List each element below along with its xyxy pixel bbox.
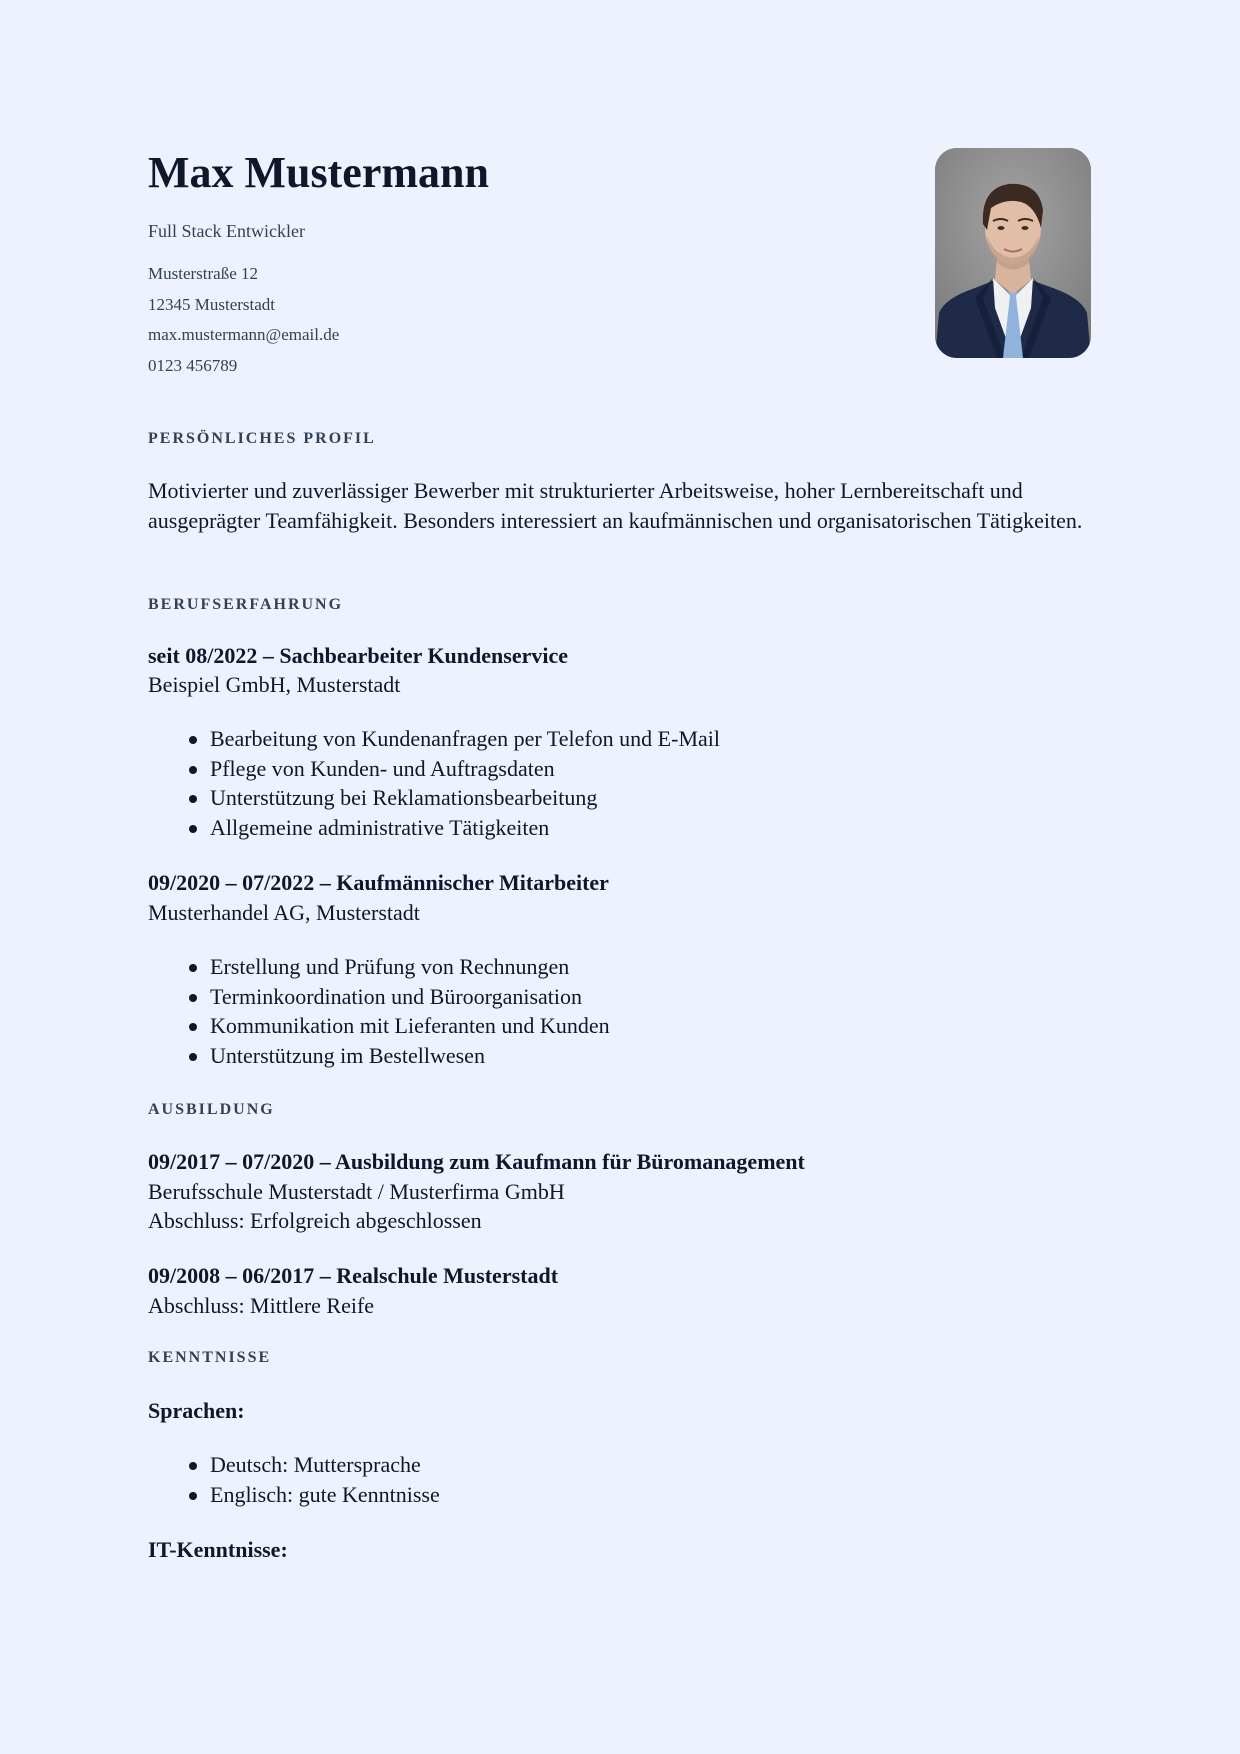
bullet-icon xyxy=(189,1053,197,1061)
experience-duties-list xyxy=(148,952,610,1071)
bullet-icon xyxy=(189,766,197,774)
list-item-text: Pflege von Kunden- und Auftragsdaten xyxy=(210,755,555,781)
bullet-icon xyxy=(189,964,197,972)
list-item xyxy=(148,1480,440,1510)
cv-page xyxy=(148,0,1092,1562)
section-heading-profile: PERSÖNLICHES PROFIL xyxy=(148,430,376,447)
cv-header xyxy=(148,0,1092,400)
contact-street: Musterstraße 12 xyxy=(148,264,259,283)
list-item xyxy=(148,783,720,813)
list-item xyxy=(148,813,720,843)
contact-email: max.mustermann@email.de xyxy=(148,325,340,345)
candidate-name: Max Mustermann xyxy=(148,148,489,197)
list-item-text: Bearbeitung von Kundenanfragen per Telefon und E-Mail xyxy=(210,726,720,751)
experience-title: 09/2020 – 07/2022 – Kaufmännischer Mitarbeiter xyxy=(148,870,609,895)
education-result: Abschluss: Erfolgreich abgeschlossen xyxy=(148,1208,482,1233)
experience-company: Beispiel GmbH, Musterstadt xyxy=(148,672,401,697)
contact-block xyxy=(148,259,339,382)
experience-duties-list xyxy=(148,724,720,843)
list-item-text: Kommunikation mit Lieferanten und Kunden xyxy=(210,1013,610,1039)
section-heading-experience: BERUFSERFAHRUNG xyxy=(148,596,344,613)
list-item-text: Deutsch: Muttersprache xyxy=(210,1452,421,1477)
list-item xyxy=(148,952,610,982)
bullet-icon xyxy=(189,825,197,833)
contact-city: 12345 Musterstadt xyxy=(148,294,276,314)
contact-phone: 0123 456789 xyxy=(148,356,238,376)
education-title: 09/2017 – 07/2020 – Ausbildung zum Kaufmann für Büromanagement xyxy=(148,1149,805,1174)
list-item xyxy=(148,724,720,754)
education-title: 09/2008 – 06/2017 – Realschule Musterstadt xyxy=(148,1263,559,1288)
profile-text: Motivierter und zuverlässiger Bewerber mit strukturierter Arbeitsweise, hoher Lernbereitschaft und ausgeprägter Teamfähigkeit. Besonders interessiert an kaufmännischen und organisatorischen Tätigkeiten. xyxy=(148,478,1083,533)
list-item-text: Unterstützung bei Reklamationsbearbeitung xyxy=(210,785,598,811)
list-item xyxy=(148,1450,440,1480)
portrait-image xyxy=(935,148,1091,358)
list-item-text: Terminkoordination und Büroorganisation xyxy=(210,983,583,1009)
education-result: Abschluss: Mittlere Reife xyxy=(148,1293,375,1318)
experience-company: Musterhandel AG, Musterstadt xyxy=(148,900,420,925)
list-item-text: Allgemeine administrative Tätigkeiten xyxy=(210,815,550,841)
bullet-icon xyxy=(189,1492,197,1500)
bullet-icon xyxy=(189,795,197,803)
bullet-icon xyxy=(189,1023,197,1031)
experience-title: seit 08/2022 – Sachbearbeiter Kundenservice xyxy=(148,643,568,668)
list-item-text: Unterstützung im Bestellwesen xyxy=(210,1043,485,1069)
skills-languages-label: Sprachen: xyxy=(148,1398,245,1423)
bullet-icon xyxy=(189,994,197,1002)
list-item xyxy=(148,982,610,1012)
bullet-icon xyxy=(189,1462,197,1470)
skills-it-label: IT-Kenntnisse: xyxy=(148,1537,288,1562)
profile-photo xyxy=(935,148,1091,358)
section-heading-education: AUSBILDUNG xyxy=(148,1101,275,1118)
list-item xyxy=(148,754,720,784)
list-item xyxy=(148,1011,610,1041)
section-heading-skills: KENNTNISSE xyxy=(148,1349,272,1366)
list-item-text: Erstellung und Prüfung von Rechnungen xyxy=(210,954,570,979)
job-title: Full Stack Entwickler xyxy=(148,221,305,241)
list-item-text: Englisch: gute Kenntnisse xyxy=(210,1481,440,1507)
bullet-icon xyxy=(189,736,197,744)
list-item xyxy=(148,1041,610,1071)
languages-list xyxy=(148,1450,440,1509)
education-institution: Berufsschule Musterstadt / Musterfirma GmbH xyxy=(148,1179,565,1204)
